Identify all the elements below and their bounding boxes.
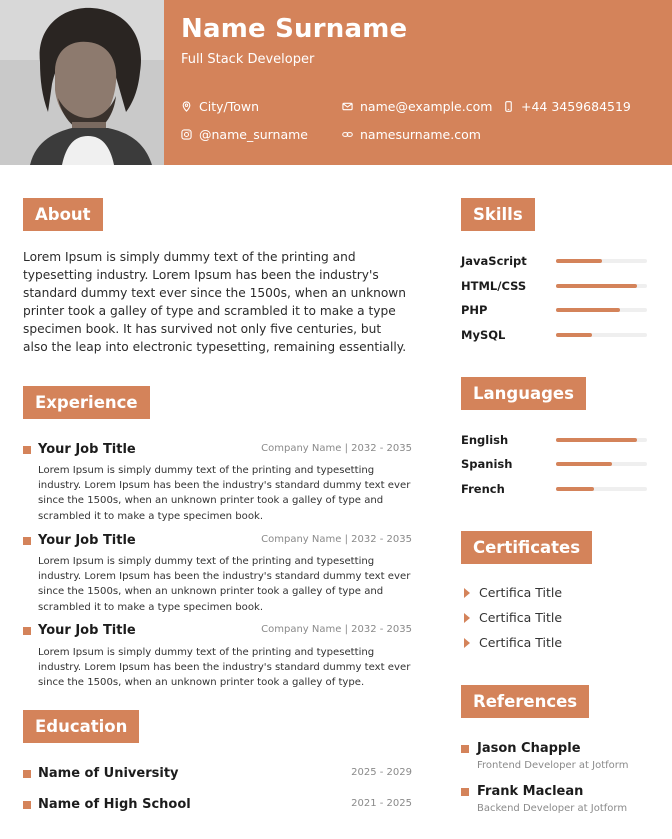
skill-row xyxy=(461,303,647,317)
reference-role: Frontend Developer at Jotform xyxy=(477,760,629,771)
contact-location xyxy=(181,99,259,114)
job-company-dates: Company Name | 2032 - 2035 xyxy=(261,624,412,635)
language-bar-fill xyxy=(556,438,637,442)
contact-email[interactable] xyxy=(342,99,492,114)
education-item xyxy=(23,797,412,813)
certificates-heading: Certificates xyxy=(461,531,592,564)
certificate-title: Certifica Title xyxy=(479,610,563,625)
contact-instagram[interactable] xyxy=(181,127,308,142)
language-name: French xyxy=(461,482,505,496)
language-row xyxy=(461,433,647,447)
instagram-icon xyxy=(181,129,192,140)
square-bullet-icon xyxy=(23,801,31,809)
language-bar xyxy=(556,462,647,466)
job-title: Your Job Title xyxy=(38,533,136,548)
skill-bar xyxy=(556,308,647,312)
link-icon xyxy=(342,129,353,140)
language-row xyxy=(461,482,647,496)
square-bullet-icon xyxy=(23,537,31,545)
resume-header xyxy=(0,0,672,165)
education-heading: Education xyxy=(23,710,139,743)
skill-row xyxy=(461,328,647,342)
contact-instagram-text[interactable]: @name_surname xyxy=(199,127,309,142)
skill-name: JavaScript xyxy=(461,254,527,268)
job-company-dates: Company Name | 2032 - 2035 xyxy=(261,443,412,454)
mail-icon xyxy=(342,101,353,112)
experience-item xyxy=(23,533,412,549)
language-row xyxy=(461,457,647,471)
experience-item xyxy=(23,623,412,639)
about-text: Lorem Ipsum is simply dummy text of the printing and typesetting industry. Lorem Ipsum has been the industry's standard dummy text ever since the 1500s, when an unknown printer took a galley of type and scrambled it to make a type specimen book. It has survived not only five centuries, but also the leap into electronic typesetting, remaining essentially. xyxy=(23,250,407,354)
skill-bar xyxy=(556,284,647,288)
contact-location-text: City/Town xyxy=(199,99,260,114)
square-bullet-icon xyxy=(23,770,31,778)
education-item xyxy=(23,766,412,782)
skill-name: HTML/CSS xyxy=(461,279,527,293)
language-name: Spanish xyxy=(461,457,513,471)
skill-name: PHP xyxy=(461,303,488,317)
languages-heading: Languages xyxy=(461,377,586,410)
skill-row xyxy=(461,279,647,293)
contact-website-text[interactable]: namesurname.com xyxy=(360,127,481,142)
school-name: Name of High School xyxy=(38,797,191,812)
contact-website[interactable] xyxy=(342,127,481,142)
job-title: Your Job Title xyxy=(38,623,136,638)
certificate-title: Certifica Title xyxy=(479,585,563,600)
skill-bar-fill xyxy=(556,333,592,337)
school-name: Name of University xyxy=(38,766,179,781)
skill-name: MySQL xyxy=(461,328,506,342)
job-role: Full Stack Developer xyxy=(181,52,315,67)
triangle-bullet-icon xyxy=(464,588,470,598)
profile-photo xyxy=(0,0,164,165)
skill-bar-fill xyxy=(556,259,602,263)
job-title: Your Job Title xyxy=(38,442,136,457)
job-description: Lorem Ipsum is simply dummy text of the printing and typesetting industry. Lorem Ipsum has been the industry's standard dummy text ever since the 1500s, when an unknown printer took a galley of type and scrambled it to make a type specimen book. xyxy=(38,465,411,522)
location-pin-icon xyxy=(181,101,192,112)
school-dates: 2025 - 2029 xyxy=(351,767,412,778)
phone-icon xyxy=(503,101,514,112)
contact-email-text[interactable]: name@example.com xyxy=(360,99,493,114)
language-bar xyxy=(556,438,647,442)
skills-heading: Skills xyxy=(461,198,535,231)
school-dates: 2021 - 2025 xyxy=(351,798,412,809)
certificate-title: Certifica Title xyxy=(479,635,563,650)
square-bullet-icon xyxy=(461,745,469,753)
references-heading: References xyxy=(461,685,589,718)
experience-item xyxy=(23,442,412,458)
job-description: Lorem Ipsum is simply dummy text of the printing and typesetting industry. Lorem Ipsum has been the industry's standard dummy text ever since the 1500s, when an unknown printer took a galley of type and scrambled it to make a type specimen book. xyxy=(38,556,411,613)
skill-bar xyxy=(556,333,647,337)
contact-phone[interactable] xyxy=(503,99,631,114)
language-name: English xyxy=(461,433,509,447)
job-company-dates: Company Name | 2032 - 2035 xyxy=(261,534,412,545)
skill-bar xyxy=(556,259,647,263)
skill-row xyxy=(461,254,647,268)
about-heading: About xyxy=(23,198,103,231)
skill-bar-fill xyxy=(556,308,620,312)
triangle-bullet-icon xyxy=(464,638,470,648)
full-name: Name Surname xyxy=(181,14,408,44)
job-description: Lorem Ipsum is simply dummy text of the printing and typesetting industry. Lorem Ipsum has been the industry's standard dummy text ever since the 1500s, when an unknown printer took a galley of type. xyxy=(38,647,411,689)
language-bar-fill xyxy=(556,462,612,466)
profile-photo-image xyxy=(0,0,164,165)
experience-heading: Experience xyxy=(23,386,150,419)
reference-role: Backend Developer at Jotform xyxy=(477,803,628,814)
reference-name: Frank Maclean xyxy=(477,784,584,799)
square-bullet-icon xyxy=(461,788,469,796)
language-bar xyxy=(556,487,647,491)
language-bar-fill xyxy=(556,487,594,491)
skill-bar-fill xyxy=(556,284,637,288)
contact-phone-text[interactable]: +44 3459684519 xyxy=(521,99,631,114)
reference-name: Jason Chapple xyxy=(477,741,581,756)
square-bullet-icon xyxy=(23,627,31,635)
square-bullet-icon xyxy=(23,446,31,454)
triangle-bullet-icon xyxy=(464,613,470,623)
